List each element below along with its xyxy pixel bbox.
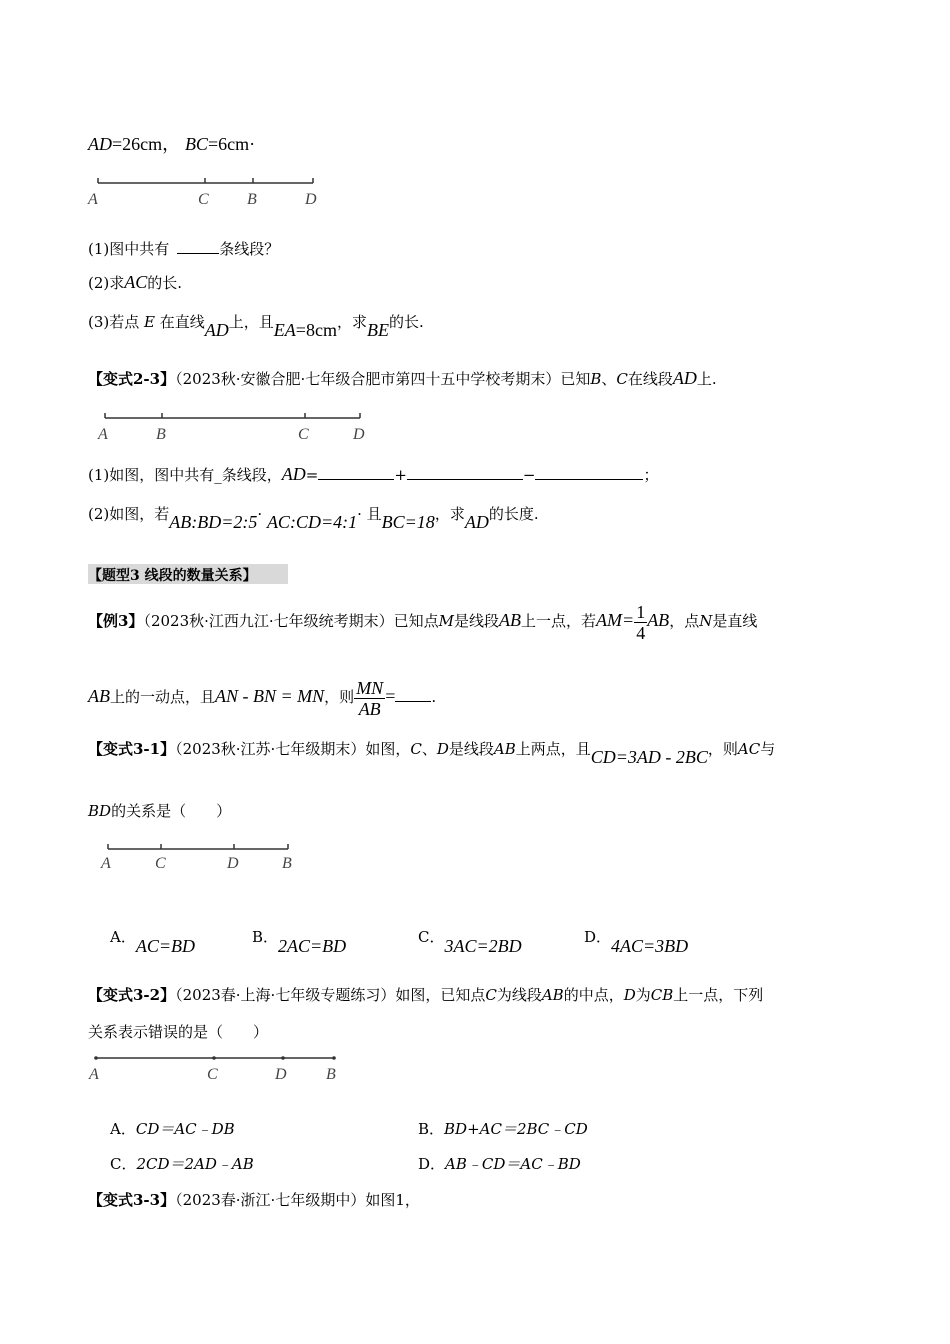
variant-3-1-line2: BD的关系是（ ） xyxy=(88,802,232,820)
fig2-label-b: B xyxy=(156,426,166,443)
segment-figure-2-3 xyxy=(94,408,374,448)
variant-2-3-part2: (2)如图，若AB:BD=2:5· AC:CD=4:1· 且BC=18，求AD的长度. xyxy=(88,505,539,532)
variant-tag: 【变式3-3】 xyxy=(88,1191,176,1209)
fig2-label-d: D xyxy=(353,426,365,443)
fig1-label-d: D xyxy=(305,191,317,208)
fig1-label-b: B xyxy=(247,191,257,208)
variant-tag: 【变式2-3】 xyxy=(88,370,176,388)
answer-blank[interactable] xyxy=(395,691,431,702)
fraction-one-quarter: $\frac{1}{4}$ xyxy=(636,601,646,643)
fig4-label-d: D xyxy=(275,1066,287,1083)
variant-3-1-line1: 【变式3-1】（2023秋·江苏·七年级期末）如图，C、D是线段AB上两点，且CD=3AD - 2BC，则AC与 xyxy=(88,740,776,767)
math-ad: AD xyxy=(88,134,112,154)
fig4-label-b: B xyxy=(326,1066,336,1083)
variant-tag: 【变式3-1】 xyxy=(88,740,176,758)
example-3-line1: 【例3】（2023秋·江西九江·七年级统考期末）已知点M是线段AB上一点，若AM= $\frac{1}{4}$ AB，点N是直线 xyxy=(88,601,758,643)
answer-blank[interactable] xyxy=(177,239,219,254)
segment-figure-1 xyxy=(86,172,326,212)
top-given-line: AD=26cm， BC=6cm· xyxy=(88,134,256,154)
answer-blank[interactable] xyxy=(407,465,523,480)
example-3-line2: AB上的一动点，且AN - BN = MN，则 $\frac{MN}{AB}$ = . xyxy=(88,677,437,719)
option-c[interactable]: C．2CD＝2AD﹣AB xyxy=(110,1155,254,1173)
fig1-label-c: C xyxy=(198,191,209,208)
variant-tag: 【变式3-2】 xyxy=(88,986,176,1004)
variant-2-3-header: 【变式2-3】（2023秋·安徽合肥·七年级合肥市第四十五中学校考期末）已知B、C在线段AD上. xyxy=(88,368,717,388)
fig4-label-a: A xyxy=(89,1066,99,1083)
option-b[interactable]: B．2AC=BD xyxy=(252,928,347,956)
variant-3-2-line1: 【变式3-2】（2023春·上海·七年级专题练习）如图，已知点C为线段AB的中点，D为CB上一点，下列 xyxy=(88,986,764,1004)
answer-blank[interactable] xyxy=(318,465,394,480)
q1-part2: (2)求AC的长. xyxy=(88,272,183,292)
option-a[interactable]: A．AC=BD xyxy=(110,928,195,956)
fig4-label-c: C xyxy=(207,1066,218,1083)
math-ad-value: =26cm， xyxy=(112,134,181,154)
option-d[interactable]: D．AB﹣CD＝AC﹣BD xyxy=(418,1155,581,1173)
fig3-label-a: A xyxy=(101,855,111,872)
q1-part1: (1)图中共有 条线段？ xyxy=(88,240,280,258)
variant-3-3-line1: 【变式3-3】（2023春·浙江·七年级期中）如图1， xyxy=(88,1191,420,1209)
section-3-heading: 【题型3 线段的数量关系】 xyxy=(88,568,257,584)
fig3-label-d: D xyxy=(227,855,239,872)
variant-2-3-part1: (1)如图，图中共有_条线段，AD= + − ； xyxy=(88,464,659,484)
option-a[interactable]: A．CD＝AC﹣DB xyxy=(110,1120,235,1138)
option-c[interactable]: C．3AC=2BD xyxy=(418,928,522,956)
example-tag: 【例3】 xyxy=(88,612,144,630)
option-b[interactable]: B．BD+AC＝2BC﹣CD xyxy=(418,1120,588,1138)
fraction-mn-ab: $\frac{MN}{AB}$ xyxy=(356,677,384,719)
variant-3-2-line2: 关系表示错误的是（ ） xyxy=(88,1023,269,1041)
math-bc: BC xyxy=(184,134,208,154)
fig1-label-a: A xyxy=(88,191,98,208)
segment-figure-3-1 xyxy=(98,842,308,878)
option-d[interactable]: D．4AC=3BD xyxy=(584,928,689,956)
fig2-label-a: A xyxy=(98,426,108,443)
segment-figure-3-2 xyxy=(86,1050,346,1086)
answer-blank[interactable] xyxy=(535,465,643,480)
fig2-label-c: C xyxy=(298,426,309,443)
fig3-label-b: B xyxy=(282,855,292,872)
fig3-label-c: C xyxy=(155,855,166,872)
q1-part3: (3)若点 E 在直线AD上，且EA=8cm，求BE的长. xyxy=(88,313,424,340)
math-bc-value: =6cm xyxy=(207,134,250,154)
